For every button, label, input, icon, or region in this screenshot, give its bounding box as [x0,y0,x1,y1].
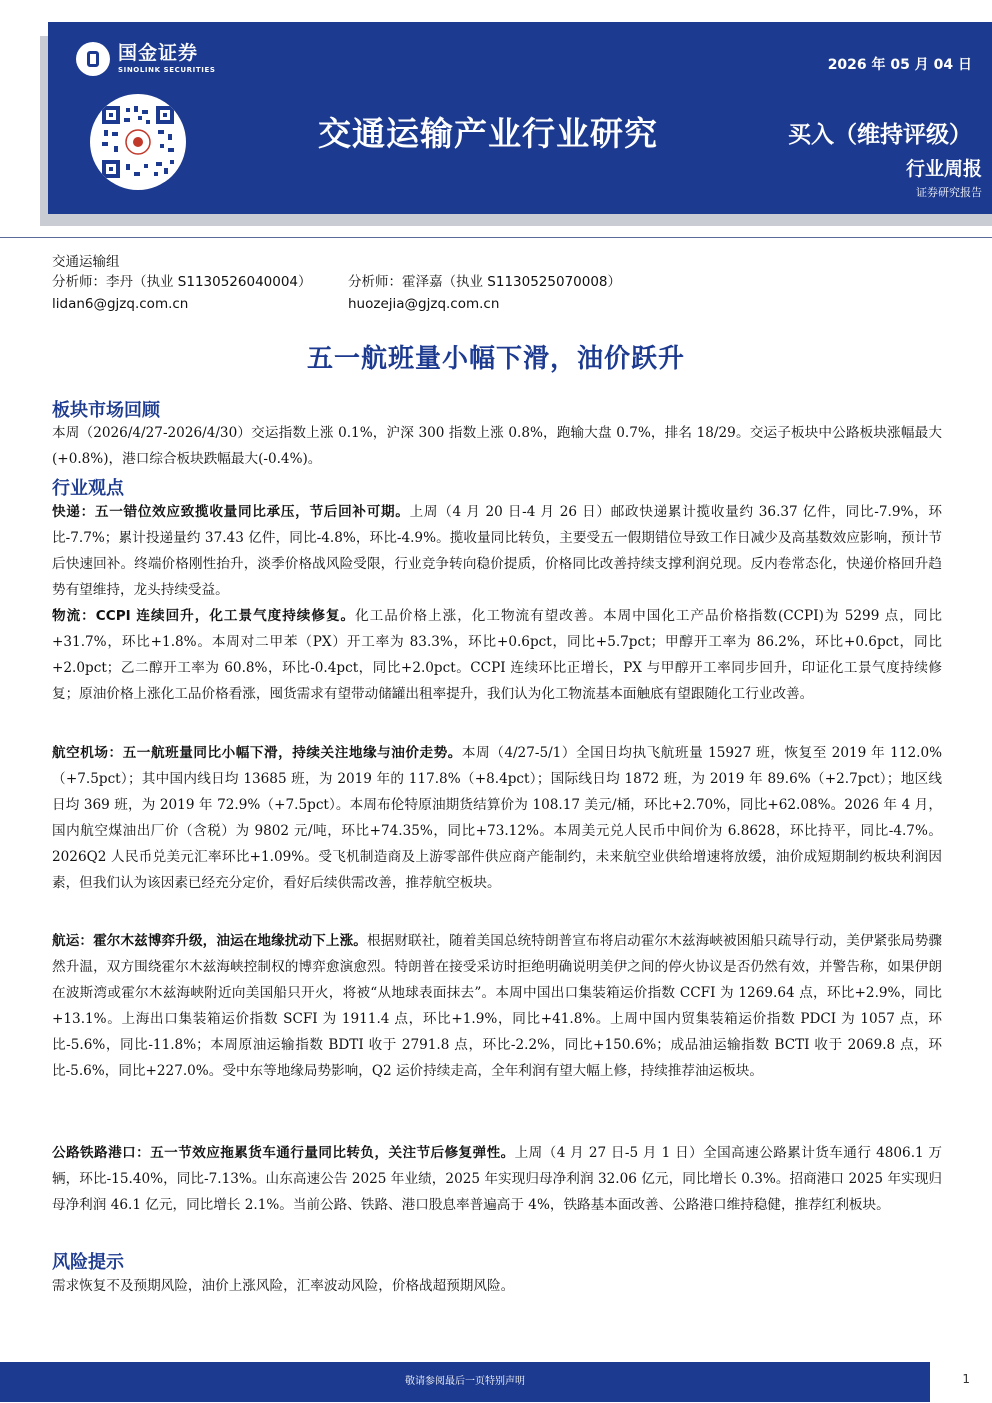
footer-disclaimer: 敬请参阅最后一页特别声明 [0,1362,930,1402]
header-divider [0,237,992,238]
paragraph-logistics [52,603,942,707]
rating-badge: 买入（维持评级） [788,122,972,148]
report-title: 交通运输产业行业研究 [318,114,658,153]
logo-cn: 国金证券 [118,42,199,64]
analyst-2 [348,271,621,315]
paragraph-express-body: 上周（4 月 20 日-4 月 26 日）邮政快递累计揽收量约 36.37 亿件，同比-7.9%，环比-7.7%；累计投递量约 37.43 亿件，同比-4.8%，环比-4.9%。揽收量同比转负，主要受五一假期错位导致工作日减少及高基数效应影响，预计节后快速回补。终端价格刚性抬升，淡季价格战风险受限，行业竞争转向稳价提质，价格同比改善持续支撑利润兑现。反内卷常态化，快递价格回升趋势有望维持，龙头持续受益。 [52,504,942,598]
page-number: 1 [962,1372,970,1386]
report-subtype: 证券研究报告 [916,186,982,199]
paragraph-shipping [52,928,942,1084]
analyst-2-name: 分析师：霍泽嘉（执业 S1130525070008） [348,274,622,290]
paragraph-market [52,420,942,472]
analyst-1-name: 分析师：李丹（执业 S1130526040004） [52,274,312,290]
section-market-review: 板块市场回顾 [52,400,160,421]
logo-mark-icon [76,42,110,76]
paragraph-market-body: 本周（2026/4/27-2026/4/30）交运指数上涨 0.1%，沪深 300 指数上涨 0.8%，跑输大盘 0.7%，排名 18/29。交运子板块中公路板块涨幅最大(+0.8%)，港口综合板块跌幅最大(-0.4%)。 [52,425,942,467]
report-type: 行业周报 [905,158,982,180]
paragraph-logistics-body: 化工品价格上涨，化工物流有望改善。本周中国化工产品价格指数(CCPI)为 5299 点，同比+31.7%，环比+1.8%。本周对二甲苯（PX）开工率为 83.3%，环比+0.6pct，同比+5.7pct；甲醇开工率为 86.2%，环比+0.6pct，同比+2.0pct；乙二醇开工率为 60.8%，环比-0.4pct，同比+2.0pct。CCPI 连续环比正增长，PX 与甲醇开工率同步回升，印证化工景气度持续修复；原油价格上涨化工品价格看涨，囤货需求有望带动储罐出租率提升，我们认为化工物流基本面触底有望跟随化工行业改善。 [52,608,942,702]
paragraph-express-lead: 快递：五一错位效应致揽收量同比承压，节后回补可期。 [52,504,410,520]
logo-en: SINOLINK SECURITIES [118,66,216,74]
report-date: 2026 年 05 月 04 日 [827,57,972,73]
paragraph-shipping-lead: 航运：霍尔木兹博弈升级，油运在地缘扰动下上涨。 [52,933,367,949]
paragraph-shipping-body: 根据财联社，随着美国总统特朗普宣布将启动霍尔木兹海峡被困船只疏导行动，美伊紧张局势骤然升温，双方围绕霍尔木兹海峡控制权的博弈愈演愈烈。特朗普在接受采访时拒绝明确说明美伊之间的停火协议是否仍然有效，并警告称，如果伊朗在波斯湾或霍尔木兹海峡附近向美国船只开火，将被“从地球表面抹去”。本周中国出口集装箱运价指数 CCFI 为 1269.64 点，环比+2.9%，同比+13.1%。上海出口集装箱运价指数 SCFI 为 1911.4 点，环比+1.9%，同比+41.8%。上周中国内贸集装箱运价指数 PDCI 为 1057 点，环比-5.6%，同比-11.8%；本周原油运输指数 BDTI 收于 2791.8 点，环比-2.2%，同比+150.6%；成品油运输指数 BCTI 收于 2069.8 点，环比-5.6%，同比+227.0%。受中东等地缘局势影响，Q2 运价持续走高，全年利润有望大幅上修，持续推荐油运板块。 [52,933,943,1079]
paragraph-road-lead: 公路铁路港口：五一节效应拖累货车通行量同比转负，关注节后修复弹性。 [52,1145,515,1161]
section-industry-view: 行业观点 [52,478,124,499]
qr-code-icon [90,94,186,190]
paragraph-aviation-body: 本周（4/27-5/1）全国日均执飞航班量 15927 班，恢复至 2019 年 112.0%（+7.5pct）；其中国内线日均 13685 班，为 2019 年的 117.8%（+8.4pct）；国际线日均 1872 班，为 2019 年 89.6%（+2.7pct）；地区线日均 369 班，为 2019 年 72.9%（+7.5pct）。本周布伦特原油期货结算价为 108.17 美元/桶，环比+2.70%，同比+62.08%。2026 年 4 月，国内航空煤油出厂价（含税）为 9802 元/吨，环比+74.35%，同比+73.12%。本周美元兑人民币中间价为 6.8628，环比持平，同比-4.7%。2026Q2 人民币兑美元汇率环比+1.09%。受飞机制造商及上游零部件供应商产能制约，未来航空业供给增速将放缓，油价成短期制约板块利润因素，但我们认为该因素已经充分定价，看好后续供需改善，推荐航空板块。 [52,745,943,891]
paragraph-road-body: 上周（4 月 27 日-5 月 1 日）全国高速公路累计货车通行 4806.1 万辆，环比-15.40%，同比-7.13%。山东高速公告 2025 年业绩，2025 年实现归母净利润 32.06 亿元，同比增长 0.3%。招商港口 2025 年实现归母净利润 46.1 亿元，同比增长 2.1%。当前公路、铁路、港口股息率普遍高于 4%，铁路基本面改善、公路港口维持稳健，推荐红利板块。 [52,1145,942,1213]
paragraph-logistics-lead: 物流：CCPI 连续回升，化工景气度持续修复。 [52,608,356,624]
headline: 五一航班量小幅下滑，油价跃升 [306,344,685,374]
analyst-1 [52,271,312,315]
section-risk: 风险提示 [52,1252,124,1273]
paragraph-aviation-lead: 航空机场：五一航班量同比小幅下滑，持续关注地缘与油价走势。 [52,745,462,761]
sinolink-logo [76,42,215,76]
paragraph-risk [52,1273,942,1299]
report-header [48,22,992,214]
paragraph-aviation [52,740,942,896]
team-name: 交通运输组 [52,254,120,270]
analyst-2-email[interactable]: huozejia@gjzq.com.cn [348,296,500,312]
paragraph-express [52,499,942,603]
paragraph-risk-body: 需求恢复不及预期风险，油价上涨风险，汇率波动风险，价格战超预期风险。 [52,1278,515,1294]
analyst-1-email[interactable]: lidan6@gjzq.com.cn [52,296,189,312]
paragraph-road-rail-port [52,1140,942,1218]
